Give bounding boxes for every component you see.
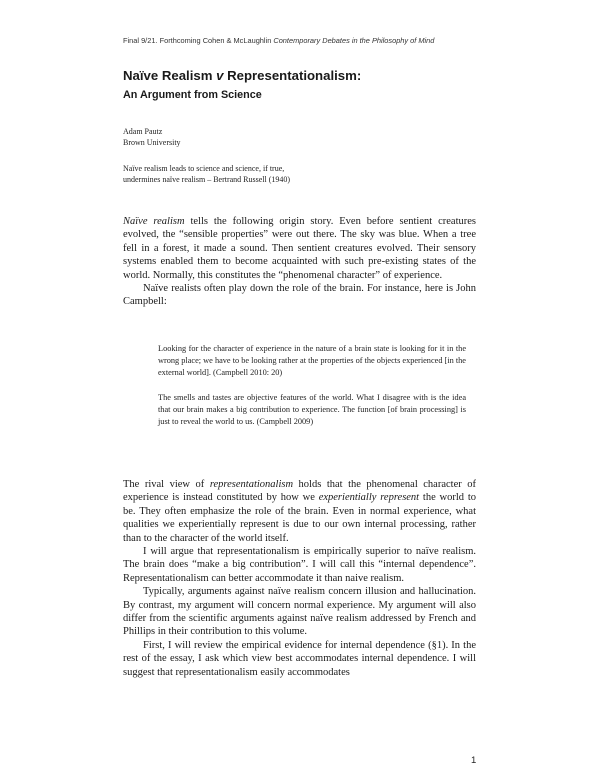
author-affiliation: Brown University xyxy=(123,137,181,147)
paragraph-3-italic-2: experientially represent xyxy=(318,492,420,504)
paragraph-1-italic: Naïve realism xyxy=(123,216,185,227)
author-name: Adam Pautz xyxy=(123,127,163,136)
paragraph-6: First, I will review the empirical evidence for internal dependence (§1). In the rest of the essay, I ask which view best accommodates internal dependence. I will suggest that representationalism easily accommodates xyxy=(123,639,476,678)
epigraph xyxy=(123,164,290,185)
paragraph-1 xyxy=(123,215,476,282)
paragraph-3-text-b: holds that the phenomenal character of experience is instead constituted by how we xyxy=(123,479,476,504)
paragraph-1-text: tells the following origin story. Even before sentient creatures evolved, the “sensible properties” were out there. The sky was blue. When a tree fell in a forest, it made a sound. Then sentient creatures evolved. Their sensory systems enabled them to become acquainted with such pre-existing states of the world. Normally, this constitutes the “phenomenal character” of experience. xyxy=(123,216,476,281)
epigraph-line-2: undermines naïve realism – Bertrand Russell (1940) xyxy=(123,174,291,184)
header-note-text: Final 9/21. Forthcoming Cohen & McLaughlin xyxy=(123,36,274,45)
block-quote-2: The smells and tastes are objective features of the world. What I disagree with is the idea that our brain makes a big contribution to experience. The function [of brain processing] is just to reveal the world to us. (Campbell 2009) xyxy=(158,393,466,426)
paragraph-5: Typically, arguments against naïve realism concern illusion and hallucination. By contrast, my argument will concern normal experience. My argument will also differ from the scientific arguments against naïve realism addressed by French and Phillips in their contribution to this volume. xyxy=(123,586,476,638)
paragraph-2: Naïve realists often play down the role of the brain. For instance, here is John Campbell: xyxy=(123,283,476,308)
title-part-1: Naïve Realism xyxy=(123,68,217,83)
paragraph-3 xyxy=(123,478,476,545)
paragraph-3-italic-1: representationalism xyxy=(209,479,294,490)
header-note xyxy=(123,36,543,45)
block-quotes xyxy=(158,343,466,441)
epigraph-line-1: Naïve realism leads to science and science, if true, xyxy=(123,164,285,173)
paragraph-4: I will argue that representationalism is empirically superior to naïve realism. The brain does “make a big contribution”. I will call this “internal dependence”. Representationalism can better accommodate it than naive realism. xyxy=(123,546,476,584)
header-journal-title: Contemporary Debates in the Philosophy of Mind xyxy=(273,36,435,45)
author-block xyxy=(123,127,181,148)
page-number: 1 xyxy=(471,755,477,766)
block-quote-1: Looking for the character of experience in the nature of a brain state is looking for it in the wrong place; we have to be looking rather at the properties of the objects experienced [in the external world]. (Campbell 2010: 20) xyxy=(158,344,466,377)
title-part-2: Representationalism: xyxy=(223,68,362,83)
title-v: v xyxy=(216,68,224,83)
paragraph-3-text-a: The rival view of xyxy=(123,479,210,490)
paper-title xyxy=(123,68,361,83)
body-block-2 xyxy=(123,478,476,679)
paragraph-3-text-c: the world to be. They often emphasize the role of the brain. Even in normal experience, what qualities we experientially represent is due to our own internal processing, rather than to the character of the world itself. xyxy=(123,492,476,544)
body-block-1 xyxy=(123,215,476,309)
paper-subtitle: An Argument from Science xyxy=(123,89,262,101)
